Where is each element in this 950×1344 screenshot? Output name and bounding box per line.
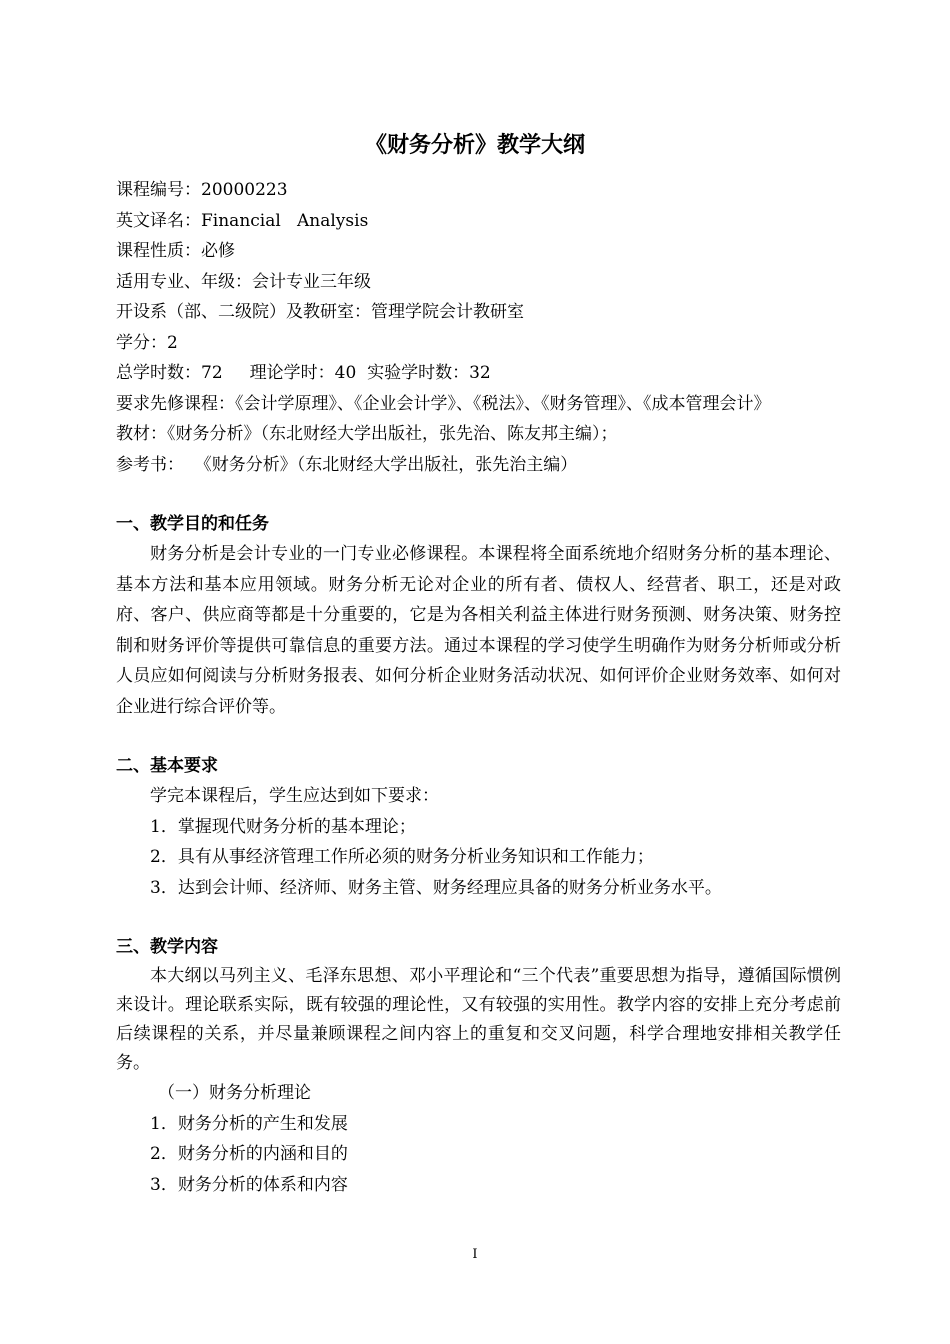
- section-heading-requirements: 二、基本要求: [116, 756, 218, 776]
- list-item: 3．财务分析的体系和内容: [150, 1174, 348, 1195]
- course-nature: 课程性质：必修: [116, 241, 235, 261]
- list-item: 3．达到会计师、经济师、财务主管、财务经理应具备的财务分析业务水平。: [150, 877, 722, 898]
- course-code: 课程编号：20000223: [116, 180, 288, 200]
- credits: 学分：2: [116, 332, 178, 353]
- requirements-intro: 学完本课程后，学生应达到如下要求：: [150, 786, 439, 806]
- english-name: 英文译名：Financial Analysis: [116, 210, 369, 231]
- document-body: [116, 175, 841, 1200]
- section-heading-content: 三、教学内容: [116, 937, 218, 957]
- major-grade: 适用专业、年级：会计专业三年级: [116, 271, 371, 292]
- document-title: 《财务分析》教学大纲: [364, 133, 585, 158]
- objectives-paragraph: 财务分析是会计专业的一门专业必修课程。本课程将全面系统地介绍财务分析的基本理论、基本方法和基本应用领域。财务分析无论对企业的所有者、债权人、经营者、职工，还是对政府、客户、供应商等都是十分重要的，它是为各相关利益主体进行财务预测、财务决策、财务控制和财务评价等提供可靠信息的重要方法。通过本课程的学习使学生明确作为财务分析师或分析人员应如何阅读与分析财务报表、如何分析企业财务活动状况、如何评价企业财务效率、如何对企业进行综合评价等。: [116, 544, 841, 717]
- textbook: 教材：《财务分析》（东北财经大学出版社，张先治、陈友邦主编）；: [116, 424, 618, 444]
- page-number: I: [472, 1247, 478, 1262]
- hours: 总学时数：72 理论学时：40 实验学时数：32: [116, 363, 491, 383]
- list-item: 1．财务分析的产生和发展: [150, 1113, 348, 1134]
- list-item: 2．财务分析的内涵和目的: [150, 1144, 348, 1164]
- content-paragraph: 本大纲以马列主义、毛泽东思想、邓小平理论和“三个代表”重要思想为指导，遵循国际惯例来设计。理论联系实际，既有较强的理论性，又有较强的实用性。教学内容的安排上充分考虑前后续课程的关系，并尽量兼顾课程之间内容上的重复和交叉问题，科学合理地安排相关教学任务。: [116, 966, 841, 1073]
- section-heading-objectives: 一、教学目的和任务: [116, 514, 269, 534]
- reference-book: 参考书： 《财务分析》（东北财经大学出版社，张先治主编）: [116, 454, 578, 475]
- prerequisites: 要求先修课程：《会计学原理》、《企业会计学》、《税法》、《财务管理》、《成本管理会计》: [116, 393, 771, 414]
- content-subheading: （一）财务分析理论: [158, 1083, 311, 1103]
- course-info: [116, 175, 841, 480]
- department: 开设系（部、二级院）及教研室：管理学院会计教研室: [116, 302, 524, 322]
- list-item: 2．具有从事经济管理工作所必须的财务分析业务知识和工作能力；: [150, 847, 654, 867]
- list-item: 1．掌握现代财务分析的基本理论；: [150, 816, 416, 837]
